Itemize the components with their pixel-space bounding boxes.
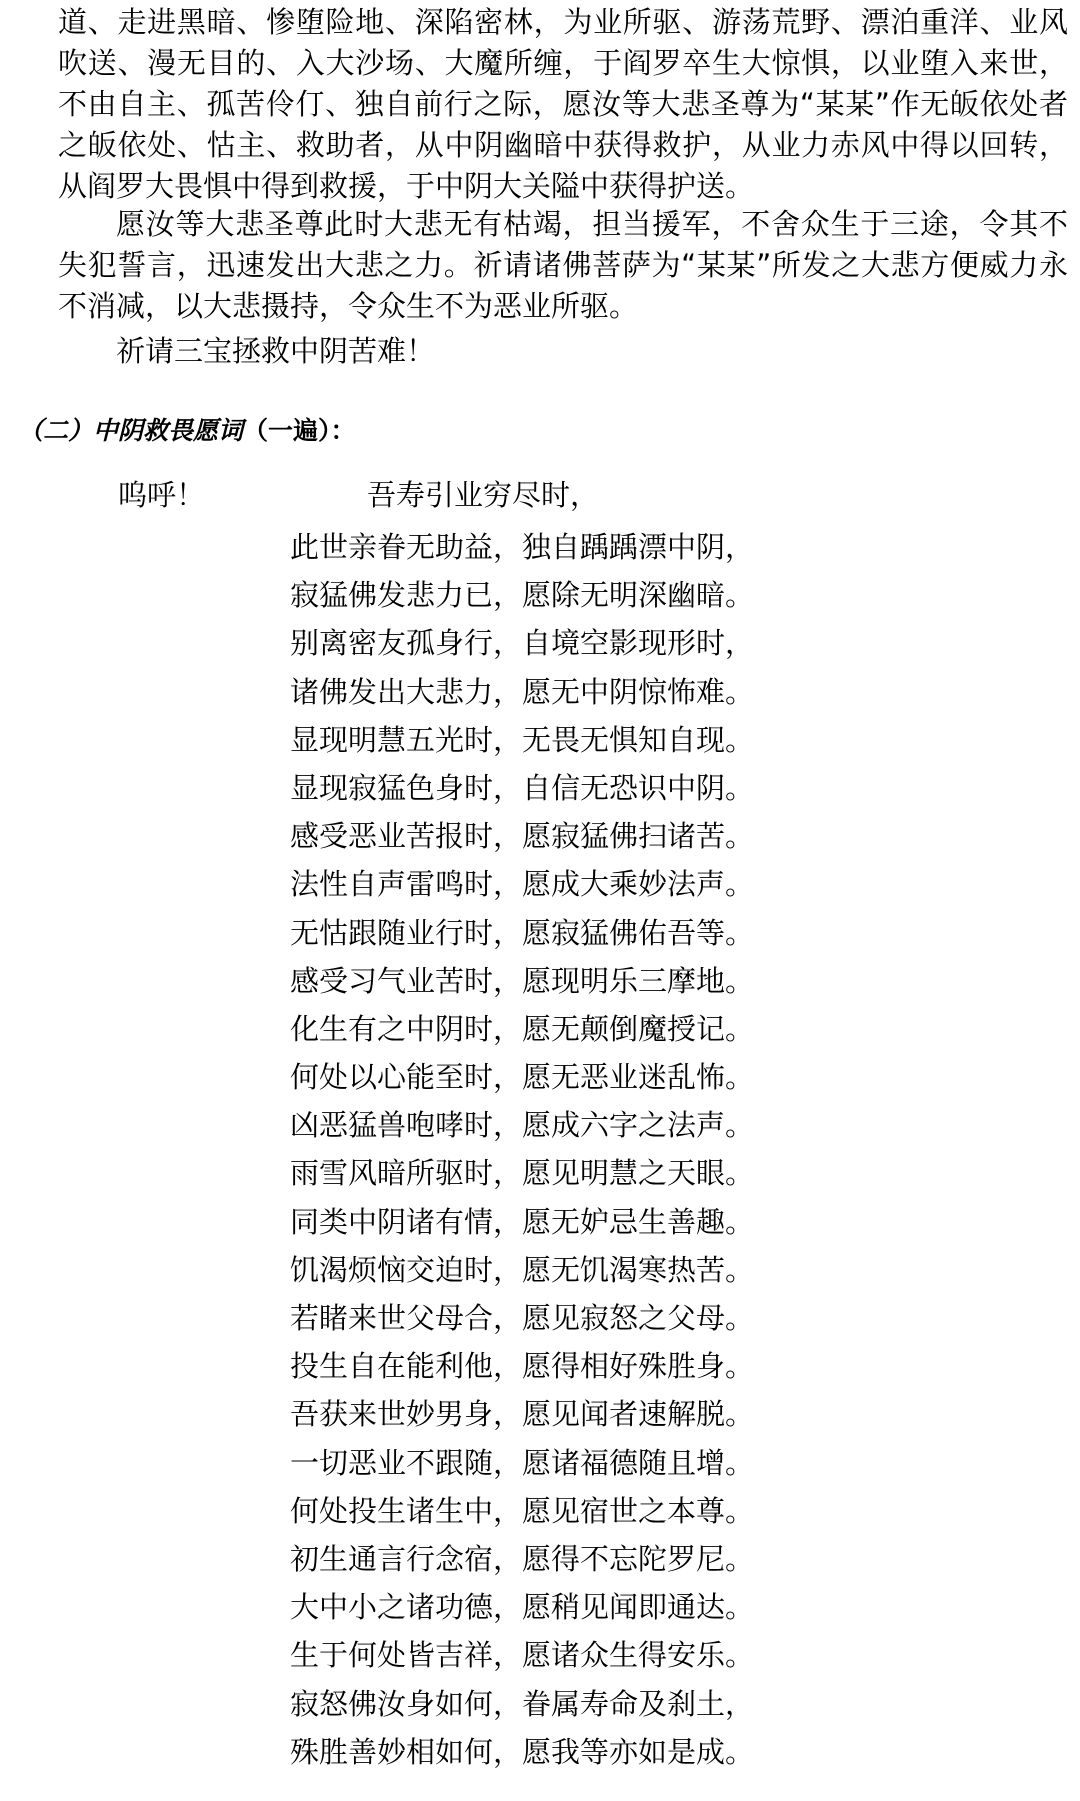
verse-line: 别离密友孤身行，自境空影现形时， (290, 626, 755, 661)
verse-list (290, 523, 754, 1776)
verse-line: 无怙跟随业行时，愿寂猛佛佑吾等。 (290, 915, 755, 950)
body-paragraph-1: 道、走进黑暗、惨堕险地、深陷密林，为业所驱、游荡荒野、漂泊重洋、业风吹送、漫无目的、入大沙场、大魔所缠，于阎罗卒生大惊惧，以业堕入来世，不由自主、孤苦伶仃、独自前行之际，愿汝等大悲圣尊为“某某”作无皈依处者之皈依处、怙主、救助者，从中阴幽暗中获得救护，从业力赤风中得以回转，从阎罗大畏惧中得到救援，于中阴大关隘中获得护送。 (58, 5, 1068, 203)
verse-line: 化生有之中阴时，愿无颠倒魔授记。 (290, 1011, 755, 1046)
verse-line: 生于何处皆吉祥，愿诸众生得安乐。 (290, 1638, 755, 1673)
verse-line: 感受习气业苦时，愿现明乐三摩地。 (290, 963, 755, 998)
verse-line: 显现寂猛色身时，自信无恐识中阴。 (290, 770, 755, 805)
verse-line: 显现明慧五光时，无畏无惧知自现。 (290, 722, 755, 757)
verse-line: 凶恶猛兽咆哮时，愿成六字之法声。 (290, 1108, 755, 1143)
body-paragraph-3: 祈请三宝拯救中阴苦难！ (116, 334, 436, 368)
verse-line: 殊胜善妙相如何，愿我等亦如是成。 (290, 1734, 755, 1769)
verse-invocation: 呜呼！ (118, 478, 206, 512)
verse-line: 投生自在能利他，愿得相好殊胜身。 (290, 1349, 755, 1384)
verse-line: 此世亲眷无助益，独自踽踽漂中阴， (290, 530, 755, 564)
verse-line: 何处投生诸生中，愿见宿世之本尊。 (290, 1493, 755, 1528)
body-paragraph-2: 愿汝等大悲圣尊此时大悲无有枯竭，担当援军，不舍众生于三途，令其不失犯誓言，迅速发出大悲之力。祈请诸佛菩萨为“某某”所发之大悲方便威力永不消减，以大悲摄持，令众生不为恶业所驱。 (58, 207, 1068, 323)
section-heading-note: （一遍）： (243, 416, 356, 445)
section-heading-title: （二）中阴救畏愿词 (18, 416, 244, 445)
verse-line: 吾获来世妙男身，愿见闻者速解脱。 (290, 1397, 755, 1432)
section-heading (18, 413, 356, 449)
verse-line: 若睹来世父母合，愿见寂怒之父母。 (290, 1301, 755, 1335)
verse-line: 寂猛佛发悲力已，愿除无明深幽暗。 (290, 578, 755, 613)
verse-line: 初生通言行念宿，愿得不忘陀罗尼。 (290, 1541, 755, 1576)
verse-line: 同类中阴诸有情，愿无妒忌生善趣。 (290, 1204, 755, 1239)
verse-line: 一切恶业不跟随，愿诸福德随且增。 (290, 1445, 755, 1480)
verse-line: 诸佛发出大悲力，愿无中阴惊怖难。 (290, 674, 755, 709)
verse-line: 饥渴烦恼交迫时，愿无饥渴寒热苦。 (290, 1252, 755, 1287)
verse-line: 大中小之诸功德，愿稍见闻即通达。 (290, 1590, 755, 1625)
verse-line: 感受恶业苦报时，愿寂猛佛扫诸苦。 (290, 819, 755, 854)
verse-line: 何处以心能至时，愿无恶业迷乱怖。 (290, 1060, 755, 1095)
verse-line: 雨雪风暗所驱时，愿见明慧之天眼。 (290, 1156, 755, 1191)
verse-line-first: 吾寿引业穷尽时， (367, 478, 600, 512)
verse-line: 寂怒佛汝身如何，眷属寿命及刹土， (290, 1686, 755, 1721)
verse-line: 法性自声雷鸣时，愿成大乘妙法声。 (290, 867, 755, 902)
